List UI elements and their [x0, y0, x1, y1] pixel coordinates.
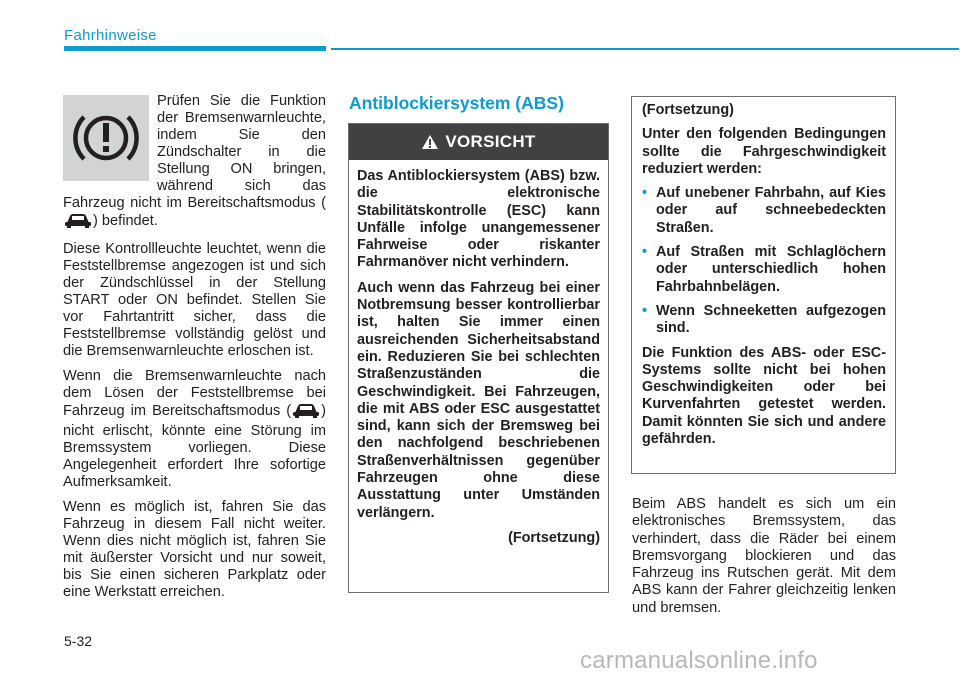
section-header-title: Fahrhinweise	[64, 27, 157, 44]
list-item: • Wenn Schneeketten aufgezogen sind.	[642, 302, 886, 337]
caution-label: VORSICHT	[445, 132, 536, 151]
caution-paragraph: Das Antiblockiersystem (ABS) bzw. die elektronische Stabilitätskontrolle (ESC) kann Unfälle infolge unangemessener Fahrweise oder riskanter Fahrmanöver nicht verhindern.	[357, 168, 600, 271]
caution-box	[348, 123, 609, 593]
continued-label: (Fortsetzung)	[508, 529, 600, 546]
ready-mode-car-icon	[291, 402, 321, 423]
bullet-icon: •	[642, 185, 648, 202]
header-divider-line	[331, 48, 959, 50]
list-item: • Auf unebener Fahrbahn, auf Kies oder auf schneebedeckten Straßen.	[642, 185, 886, 236]
drive-carefully-paragraph: Wenn es möglich ist, fahren Sie das Fahrzeug in diesem Fall nicht weiter. Wenn dies nicht möglich ist, fahren Sie mit äußerster Vorsicht und nur soweit, bis Sie einen sicheren Parkplatz oder eine Werkstatt erreichen.	[63, 499, 326, 600]
caution-body	[349, 160, 608, 547]
list-item: • Auf Straßen mit Schlaglöchern oder unterschiedlich hohen Fahrbahnbelägen.	[642, 244, 886, 295]
left-column	[63, 93, 326, 609]
brake-fault-paragraph: Wenn die Bremsenwarnleuchte nach dem Lösen der Feststellbremse bei Fahrzeug im Bereitschaftsmodus ( ) nicht erlischt, könnte eine Störung im Bremssystem vorliegen. Diese Angelegenheit erfordert Ihre sofortige Aufmerksamkeit.	[63, 368, 326, 490]
warning-light-paragraph: Diese Kontrollleuchte leuchtet, wenn die Feststellbremse angezogen ist und sich der Zündschlüssel in der Stellung START oder ON befindet. Stellen Sie vor Fahrtantritt sicher, dass die Feststellbremse vollständig gelöst und die Bremsenwarnleuchte erloschen ist.	[63, 241, 326, 359]
continuation-heading: (Fortsetzung)	[642, 102, 734, 118]
bullet-icon: •	[642, 244, 648, 261]
continuation-intro: Unter den folgenden Bedingungen sollte die Fahrgeschwindigkeit reduziert werden:	[642, 126, 886, 177]
ready-mode-car-icon	[63, 212, 93, 233]
abs-description: Beim ABS handelt es sich um ein elektronisches Bremssystem, das verhindert, dass die Räder bei einem Bremsvorgang blockieren und das Fahrzeug ins Rutschen gerät. Mit dem ABS kann der Fahrer gleichzeitig lenken und bremsen.	[632, 496, 896, 616]
abs-section-title: Antiblockiersystem (ABS)	[349, 93, 564, 113]
caution-header	[349, 124, 608, 160]
page-number: 5-32	[64, 633, 93, 649]
brake-check-paragraph: Prüfen Sie die Funktion der Bremsenwarnleuchte, indem Sie den Zündschalter in die Stellung ON bringen, während sich das Fahrzeug nicht im Bereitschaftsmodus () befindet.	[63, 93, 326, 233]
continuation-box	[631, 96, 896, 474]
condition-list	[642, 185, 886, 337]
watermark: carmanualsonline.info	[580, 647, 818, 674]
warning-triangle-icon	[421, 134, 439, 150]
continuation-closing: Die Funktion des ABS- oder ESC-Systems sollte nicht bei hohen Geschwindigkeiten oder bei Kurvenfahrten getestet werden. Damit könnten Sie sich und andere gefährden.	[642, 344, 886, 448]
brake-warning-icon	[63, 95, 149, 181]
header-accent-bar	[64, 46, 326, 51]
bullet-icon: •	[642, 302, 648, 319]
caution-paragraph: Auch wenn das Fahrzeug bei einer Notbremsung besser kontrollierbar ist, halten Sie immer einen ausreichenden Sicherheitsabstand ein. Reduzieren Sie bei schlechten Straßenzuständen die Geschwindigkeit. Bei Fahrzeugen, die mit ABS oder ESC ausgestattet sind, kann sich der Bremsweg bei den nachfolgend beschriebenen Straßenverhältnissen gegenüber Fahrzeugen ohne diese Ausstattung unter Umständen verlängern.	[357, 279, 600, 521]
